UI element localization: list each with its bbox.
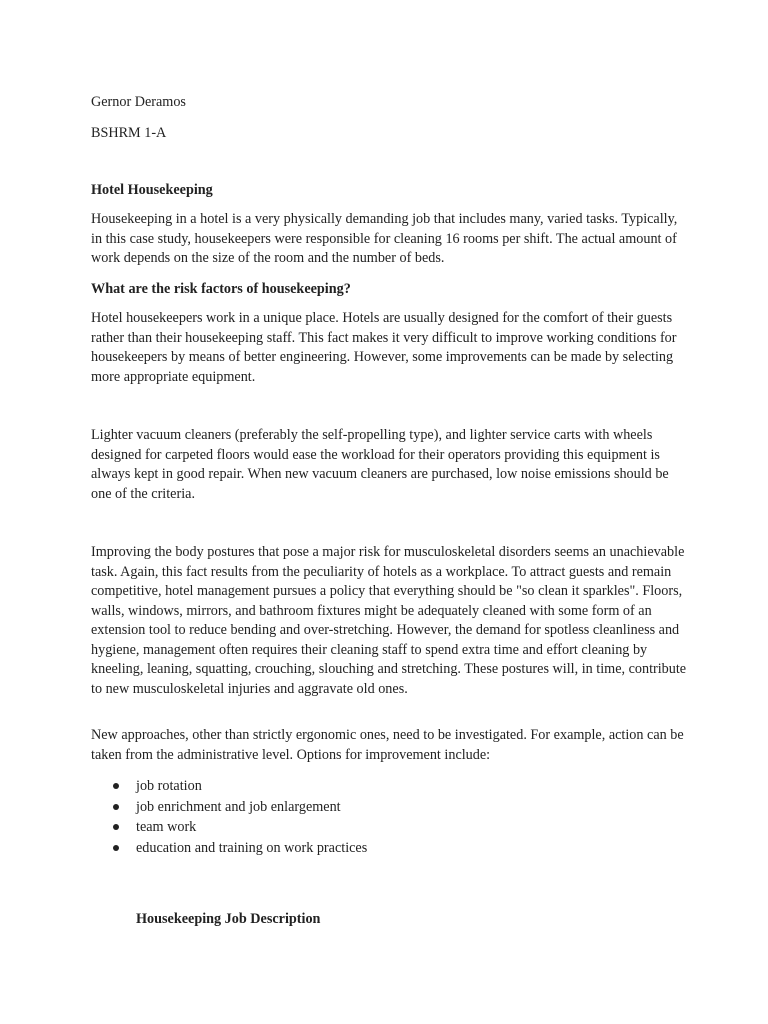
intro-paragraph: Housekeeping in a hotel is a very physically demanding job that includes many, varied tasks. Typically, in this case study, housekeepers were responsible for cleaning 16 rooms per shift. The actual amount of work depends on the size of the room and the number of beds. — [91, 211, 678, 266]
list-item-text: job enrichment and job enlargement — [136, 798, 341, 815]
bullet-icon — [113, 824, 119, 830]
list-item-text: education and training on work practices — [136, 839, 368, 856]
bullet-icon — [113, 783, 119, 789]
paragraph-body-postures: Improving the body postures that pose a major risk for musculoskeletal disorders seems an unachievable task. Again, this fact results from the peculiarity of hotels as a workplace. To attract guests and remain competitive, hotel management pursues a policy that everything should be "so clean it sparkles". Floors, walls, windows, mirrors, and bathroom fixtures might be adequately cleaned with some form of an extension tool to reduce bending and over-stretching. However, the demand for spotless cleanliness and hygiene, management often requires their cleaning staff to spend extra time and effort cleaning by kneeling, leaning, squatting, crouching, slouching and stretching. These postures will, in time, contribute to new musculoskeletal injuries and aggravate old ones. — [91, 544, 687, 697]
section-label: BSHRM 1-A — [91, 125, 167, 141]
list-item — [110, 798, 367, 819]
bullet-icon — [113, 804, 119, 810]
list-item — [110, 777, 367, 798]
paragraph-unique-place: Hotel housekeepers work in a unique place. Hotels are usually designed for the comfort of their guests rather than their housekeeping staff. This fact makes it very difficult to improve working conditions for housekeepers by means of better engineering. However, some improvements can be made by selecting more appropriate equipment. — [91, 310, 677, 385]
document-title: Hotel Housekeeping — [91, 182, 213, 198]
improvement-options-list — [110, 777, 367, 859]
list-item — [110, 818, 367, 839]
job-description-heading: Housekeeping Job Description — [136, 911, 321, 927]
risk-question-heading: What are the risk factors of housekeeping? — [91, 281, 351, 297]
paragraph-new-approaches: New approaches, other than strictly ergonomic ones, need to be investigated. For example, action can be taken from the administrative level. Options for improvement include: — [91, 727, 684, 763]
list-item-text: job rotation — [136, 778, 202, 794]
list-item — [110, 839, 367, 860]
paragraph-equipment: Lighter vacuum cleaners (preferably the self-propelling type), and lighter service carts with wheels designed for carpeted floors would ease the workload for their operators providing this equipment is always kept in good repair. When new vacuum cleaners are purchased, low noise emissions should be one of the criteria. — [91, 427, 669, 502]
bullet-icon — [113, 845, 119, 851]
author-name: Gernor Deramos — [91, 94, 186, 110]
list-item-text: team work — [136, 819, 197, 836]
